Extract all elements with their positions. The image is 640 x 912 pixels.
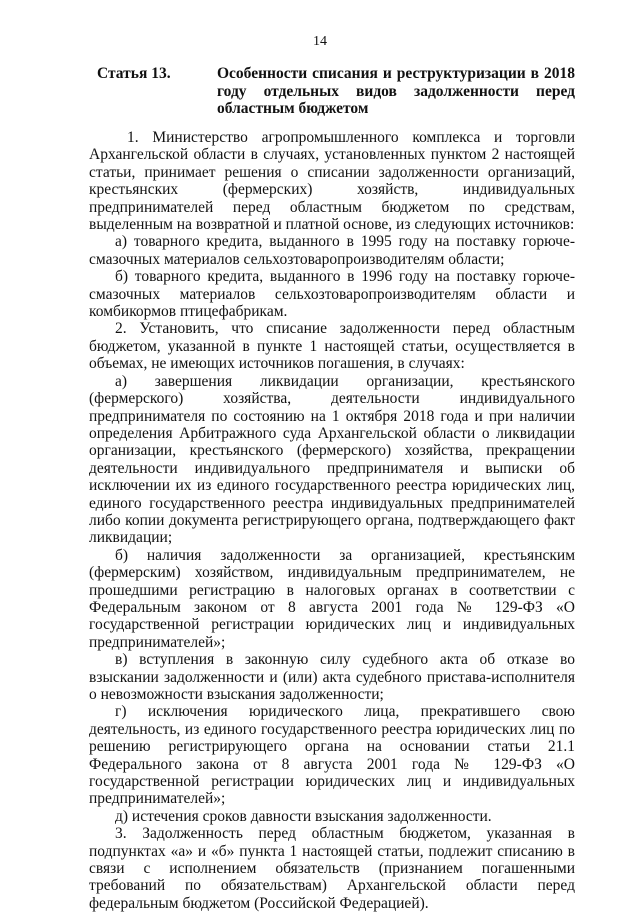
page-number: 14 xyxy=(313,34,327,49)
paragraph-2v: в) вступления в законную силу судебного акта об отказе во взыскании задолженности и (или) акта судебного пристава-исполнителя о невозможности взыскания задолженности; xyxy=(89,651,575,703)
paragraph-2d: д) истечения сроков давности взыскания задолженности. xyxy=(115,807,492,825)
paragraph-2a: а) завершения ликвидации организации, крестьянского (фермерского) хозяйства, деятельности индивидуального предпринимателя по состоянию на 1 октября 2018 года и при наличии определения Арбитражного суда Архангельской области о ликвидации организации, крестьянского (фермерского) хозяйства, прекращении деятельности индивидуального предпринимателя и выписки об исключении их из единого государственного реестра юридических лиц, единого государственного реестра индивидуальных предпринимателей либо копии документа регистрирующего органа, подтверждающего факт ликвидации; xyxy=(89,372,575,547)
article-label: Статья 13. xyxy=(97,65,171,82)
paragraph-1: 1. Министерство агропромышленного комплекса и торговли Архангельской области в случаях, установленных пунктом 2 настоящей статьи, принимает решения о списании задолженности организаций, крестьянских (фермерских) хозяйств, индивидуальных предпринимателей перед областным бюджетом по средствам, выделенным на возвратной и платной основе, из следующих источников: xyxy=(89,129,575,234)
article-body xyxy=(89,129,575,912)
article-header xyxy=(97,65,575,118)
paragraph-1b: б) товарного кредита, выданного в 1996 году на поставку горюче-смазочных материалов сельхозтоваропроизводителям области и комбикормов птицефабрикам. xyxy=(89,268,575,321)
paragraph-3: 3. Задолженность перед областным бюджетом, указанная в подпунктах «а» и «б» пункта 1 настоящей статьи, подлежит списанию в связи с исполнением обязательств (признанием погашенными требований по обязательствам) Архангельской области перед федеральным бюджетом (Российской Федерацией). xyxy=(89,825,575,912)
article-title: Особенности списания и реструктуризации в 2018 году отдельных видов задолженности перед областным бюджетом xyxy=(217,65,575,117)
paragraph-2: 2. Установить, что списание задолженности перед областным бюджетом, указанной в пункте 1 настоящей статьи, осуществляется в объемах, не имеющих источников погашения, в случаях: xyxy=(89,320,575,373)
paragraph-2b: б) наличия задолженности за организацией, крестьянским (фермерским) хозяйством, индивидуальным предпринимателем, не прошедшими регистрацию в налоговых органах в соответствии с Федеральным законом от 8 августа 2001 года № 129-ФЗ «О государственной регистрации юридических лиц и индивидуальных предпринимателей»; xyxy=(89,546,575,651)
paragraph-1a: а) товарного кредита, выданного в 1995 году на поставку горюче-смазочных материалов сельхозтоваропроизводителям области; xyxy=(89,233,575,268)
paragraph-2g: г) исключения юридического лица, прекратившего свою деятельность, из единого государственного реестра юридических лиц по решению регистрирующего органа на основании статьи 21.1 Федерального закона от 8 августа 2001 года № 129-ФЗ «О государственной регистрации юридических лиц и индивидуальных предпринимателей»; xyxy=(89,703,575,808)
